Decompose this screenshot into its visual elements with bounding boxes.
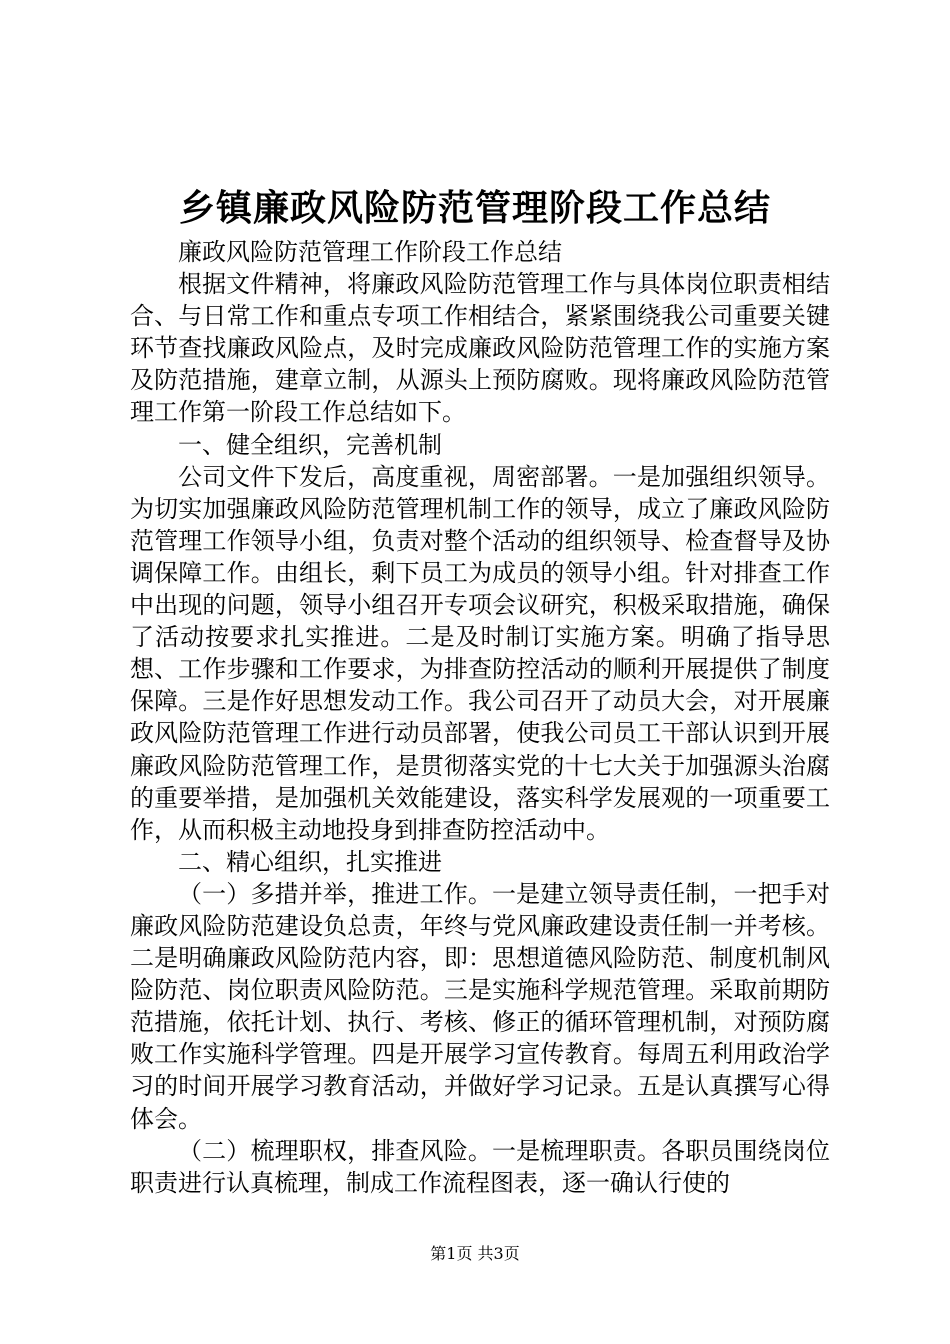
section-heading-1: 一、健全组织，完善机制 <box>178 430 442 459</box>
page-footer: 第1页 共3页 <box>430 1244 520 1263</box>
document-title: 乡镇廉政风险防范管理阶段工作总结 <box>178 187 771 229</box>
section-heading-2: 二、精心组织，扎实推进 <box>178 847 442 876</box>
paragraph-subtitle: 廉政风险防范管理工作阶段工作总结 <box>178 238 562 266</box>
paragraph-section-2-1: （一）多措并举，推进工作。一是建立领导责任制，一把手对廉政风险防范建设负总责，年终与党风廉政建设责任制一并考核。二是明确廉政风险防范内容，即：思想道德风险防范、制度机制风险防范、岗位职责风险防范。三是实施科学规范管理。采取前期防范措施，依托计划、执行、考核、修正的循环管理机制，对预防腐败工作实施科学管理。四是开展学习宣传教育。每周五利用政治学习的时间开展学习教育活动，并做好学习记录。五是认真撰写心得体会。 <box>130 879 830 1133</box>
paragraph-intro: 根据文件精神，将廉政风险防范管理工作与具体岗位职责相结合、与日常工作和重点专项工作相结合，紧紧围绕我公司重要关键环节查找廉政风险点，及时完成廉政风险防范管理工作的实施方案及防范措施，建章立制，从源头上预防腐败。现将廉政风险防范管理工作第一阶段工作总结如下。 <box>130 270 830 427</box>
paragraph-section-2-2: （二）梳理职权，排查风险。一是梳理职责。各职员围绕岗位职责进行认真梳理，制成工作流程图表，逐一确认行使的 <box>130 1136 830 1197</box>
document-body <box>130 236 830 1199</box>
paragraph-section-1: 公司文件下发后，高度重视，周密部署。一是加强组织领导。为切实加强廉政风险防范管理机制工作的领导，成立了廉政风险防范管理工作领导小组，负责对整个活动的组织领导、检查督导及协调保障工作。由组长，剩下员工为成员的领导小组。针对排查工作中出现的问题，领导小组召开专项会议研究，积极采取措施，确保了活动按要求扎实推进。二是及时制订实施方案。明确了指导思想、工作步骤和工作要求，为排查防控活动的顺利开展提供了制度保障。三是作好思想发动工作。我公司召开了动员大会，对开展廉政风险防范管理工作进行动员部署，使我公司员工干部认识到开展廉政风险防范管理工作，是贯彻落实党的十七大关于加强源头治腐的重要举措，是加强机关效能建设，落实科学发展观的一项重要工作，从而积极主动地投身到排查防控活动中。 <box>130 462 830 844</box>
